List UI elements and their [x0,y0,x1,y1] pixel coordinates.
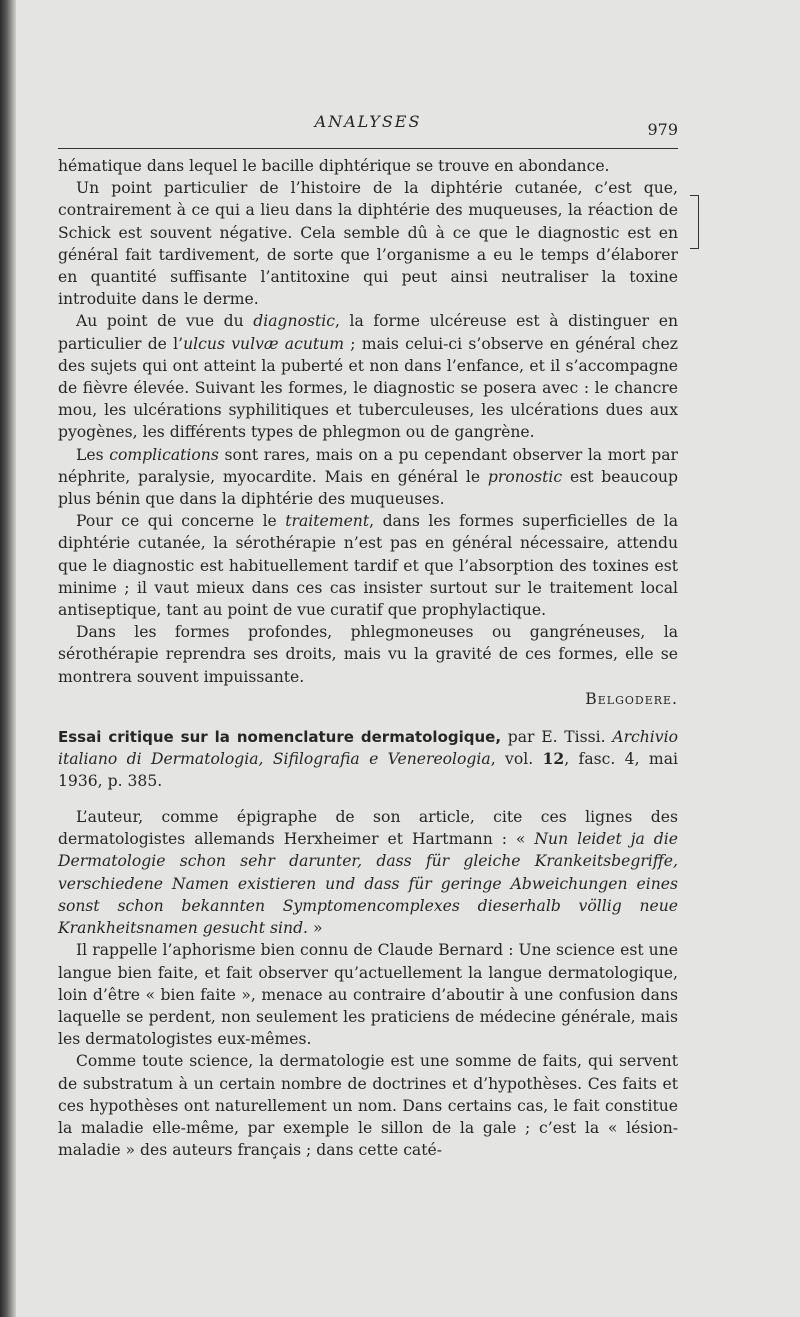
text-run: Dans les formes profondes, phlegmoneuses ou gangréneuses, la sérothérapie reprendra ses droits, mais vu la gravité de ces formes, elle se montrera souvent impuissante. [58,623,678,686]
italic-text: traitement [285,512,370,531]
margin-bracket-mark [690,195,699,249]
italic-text: Nun leidet ja die Dermatologie schon sehr darunter, dass für gleiche Krankeitsbegriffe, verschiedene Namen existieren und dass für geringe Abweichungen eines sonst schon bekannten Symptomencomplexes dieserhalb völlig neue Krankheitsnamen gesucht sind. [58,830,678,938]
paragraph [58,310,678,443]
paragraph [58,806,678,939]
text-run: » [308,919,323,938]
paragraph [58,177,678,310]
reference-volume: 12 [542,749,565,769]
text-run: Au point de vue du [76,312,254,331]
page-header [58,100,678,149]
running-title: ANALYSES [314,112,422,131]
reference-author: par E. Tissi. [501,728,613,747]
page-number: 979 [647,120,678,139]
reference-journal: Archivio italiano di Dermatologia, Sifilografia e Venereologia [58,728,678,769]
page [58,100,678,1161]
reference-title: Essai critique sur la nomenclature dermatologique, [58,728,502,747]
text-run: est beaucoup plus bénin que dans la diphtérie des muqueuses. [58,467,679,509]
article-body [58,155,678,1161]
italic-text: ulcus vulvæ acutum [183,334,344,353]
text-run: , la forme ulcéreuse est à distinguer en particulier de l’ [58,312,678,353]
paragraph [58,444,678,511]
paragraph [58,1050,678,1161]
italic-text: diagnostic [253,312,335,331]
italic-text: pronostic [487,467,563,486]
reference-details: , fasc. 4, mai 1936, p. 385. [58,750,678,791]
section-diphtheria-review [58,155,678,688]
section-nomenclature-review [58,806,678,1161]
author-signature: Belgodere. [585,689,678,708]
reference-vol-prefix: , vol. [490,750,543,769]
paragraph [58,510,678,621]
text-run: , dans les formes superficielles de la diphtérie cutanée, la sérothérapie n’est pas en général nécessaire, attendu que le diagnostic est habituellement tardif et que l’absorption des toxines est minime ; il vaut mieux dans ces cas insister surtout sur le traitement local antiseptique, tant au point de vue curatif que prophylactique. [58,512,678,620]
text-run: L’auteur, comme épigraphe de son article, cite ces lignes des dermatologistes allemands Herxheimer et Hartmann : « [58,808,678,849]
paragraph [58,939,678,1050]
paragraph [58,621,678,688]
text-run: Un point particulier de l’histoire de la diphtérie cutanée, c’est que, contrairement à ce qui a lieu dans la diphtérie des muqueuses, la réaction de Schick est souvent négative. Cela semble dû à ce que le diagnostic est en général fait tardivement, de sorte que l’organisme a eu le temps d’élaborer en quantité suffisante l’antitoxine qui peut ainsi neutraliser la toxine introduite dans le derme. [58,179,678,309]
italic-text: complications [109,445,219,464]
review-reference [58,726,678,792]
text-run: Pour ce qui concerne le [76,512,286,531]
book-binding-shadow [0,0,16,1317]
paragraph [58,155,678,177]
text-run: Les [76,445,110,464]
text-run: hématique dans lequel le bacille diphtérique se trouve en abondance. [58,157,610,175]
text-run: sont rares, mais on a pu cependant observer la mort par néphrite, paralysie, myocardite. Mais en général le [58,445,678,486]
text-run: Il rappelle l’aphorisme bien connu de Claude Bernard : Une science est une langue bien faite, et fait observer qu’actuellement la langue dermatologique, loin d’être « bien faite », menace au contraire d’aboutir à une confusion dans laquelle se perdent, non seulement les praticiens de médecine générale, mais les dermatologistes eux-mêmes. [58,941,678,1049]
text-run: Comme toute science, la dermatologie est une somme de faits, qui servent de substratum à un certain nombre de doctrines et d’hypothèses. Ces faits et ces hypothèses ont naturellement un nom. Dans certains cas, le fait constitue la maladie elle-même, par exemple le sillon de la gale ; c’est la « lésion-maladie » des auteurs français ; dans cette caté- [58,1052,678,1160]
text-run: ; mais celui-ci s’observe en général chez des sujets qui ont atteint la puberté et non dans l’enfance, et il s’accompagne de fièvre élevée. Suivant les formes, le diagnostic se posera avec : le chancre mou, les ulcérations syphilitiques et tuberculeuses, les ulcérations dues aux pyogènes, les différents types de phlegmon ou de gangrène. [58,334,678,442]
